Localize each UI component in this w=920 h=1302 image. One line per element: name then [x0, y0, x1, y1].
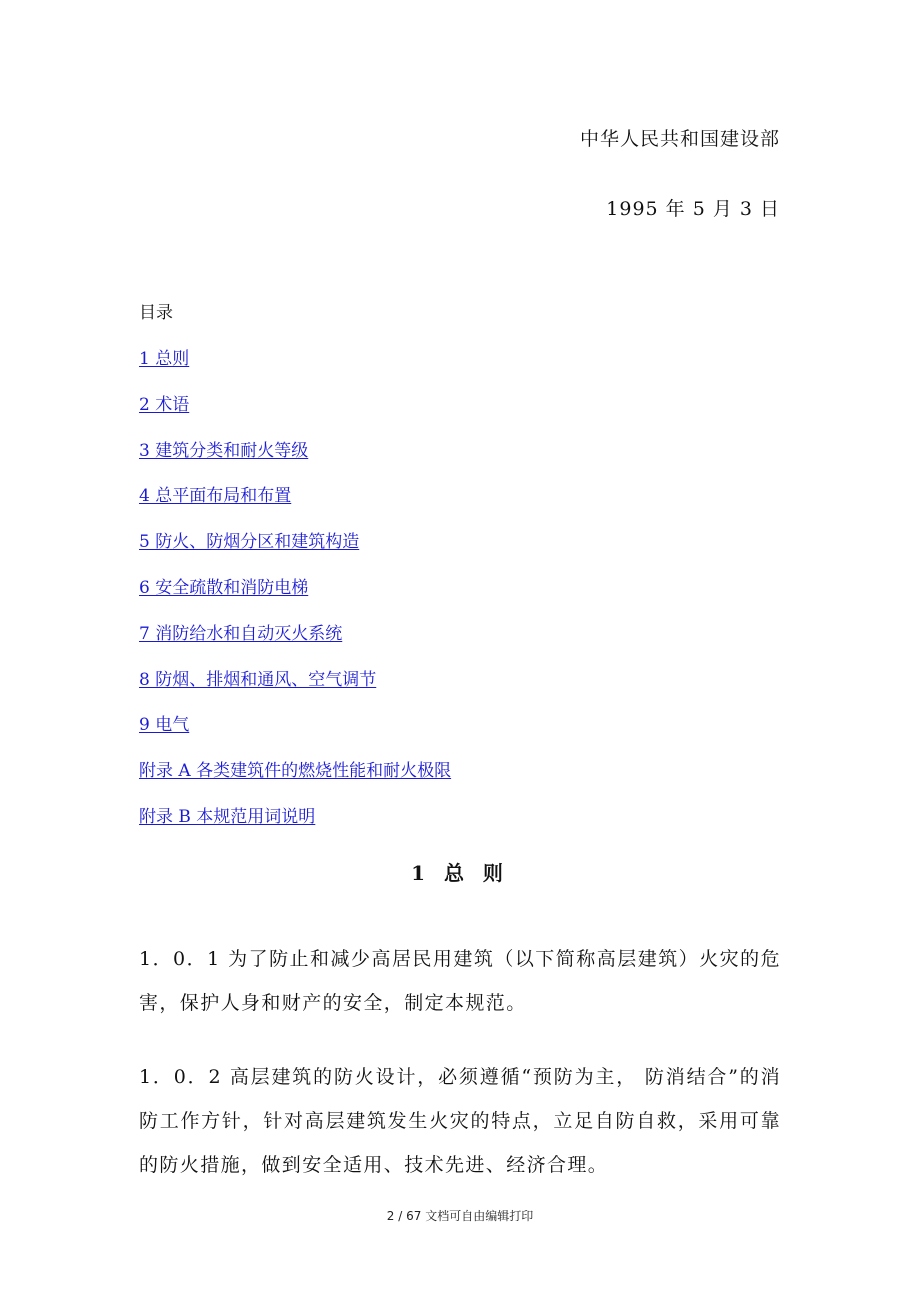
- toc-link-water-supply[interactable]: 7 消防给水和自动灭火系统: [139, 623, 343, 644]
- issuing-organization: 中华人民共和国建设部: [579, 128, 780, 150]
- clause-paragraph: 1．0．2 高层建筑的防火设计，必须遵循“预防为主， 防消结合”的消防工作方针，针对高层建筑发生火灾的特点，立足自防自救，采用可靠的防火措施，做到安全适用、技术先进、经济合理。: [139, 1066, 781, 1176]
- issue-date: 1995 年 5 月 3 日: [606, 198, 780, 220]
- page-footer: 2 / 67 文档可自由编辑打印: [386, 1209, 534, 1223]
- toc-item: [139, 665, 451, 711]
- toc-item: [139, 344, 451, 390]
- toc-link-terms[interactable]: 2 术语: [139, 394, 190, 415]
- toc-item: [139, 390, 451, 436]
- toc-item: [139, 756, 451, 802]
- toc-link-smoke-control[interactable]: 8 防烟、排烟和通风、空气调节: [139, 669, 377, 690]
- toc-item: [139, 710, 451, 756]
- toc-title: 目录: [139, 303, 173, 323]
- toc-link-classification[interactable]: 3 建筑分类和耐火等级: [139, 440, 309, 461]
- toc-link-appendix-a[interactable]: 附录 A 各类建筑件的燃烧性能和耐火极限: [139, 761, 452, 782]
- toc-link-evacuation[interactable]: 6 安全疏散和消防电梯: [139, 577, 309, 598]
- toc-link-appendix-b[interactable]: 附录 B 本规范用词说明: [139, 806, 316, 827]
- table-of-contents: [139, 344, 451, 848]
- clause-paragraph: 1．0．1 为了防止和减少高居民用建筑（以下简称高层建筑）火灾的危害，保护人身和财产的安全，制定本规范。: [139, 948, 781, 1014]
- toc-link-electrical[interactable]: 9 电气: [139, 715, 190, 736]
- toc-item: [139, 436, 451, 482]
- section-heading: 1 总 则: [411, 861, 509, 885]
- toc-item: [139, 481, 451, 527]
- toc-item: [139, 802, 451, 848]
- toc-item: [139, 527, 451, 573]
- toc-link-general[interactable]: 1 总则: [139, 349, 190, 369]
- toc-link-fire-compartments[interactable]: 5 防火、防烟分区和建筑构造: [139, 532, 360, 553]
- toc-item: [139, 619, 451, 665]
- toc-link-site-layout[interactable]: 4 总平面布局和布置: [139, 486, 292, 507]
- toc-item: [139, 573, 451, 619]
